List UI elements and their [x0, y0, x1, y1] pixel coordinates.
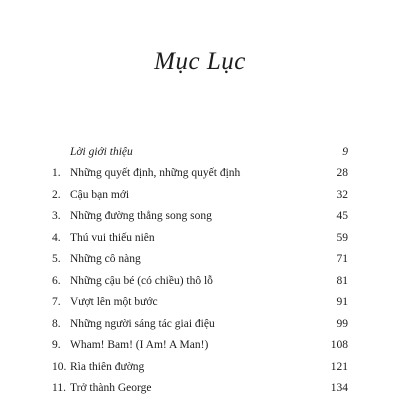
toc-row-label: Thú vui thiếu niên — [70, 232, 155, 244]
toc-row — [52, 315, 348, 333]
toc-row-page: 99 — [336, 318, 348, 330]
toc-row-label: Những cậu bé (có chiều) thô lỗ — [70, 275, 213, 287]
toc-row-label: Wham! Bam! (I Am! A Man!) — [70, 339, 209, 351]
toc-row — [52, 186, 348, 204]
toc-row — [52, 379, 348, 397]
toc-row-label: Trở thành George — [70, 382, 152, 394]
toc-row-page: 134 — [330, 382, 348, 394]
toc-row-number: 2. — [52, 189, 61, 201]
toc-intro-page: 9 — [342, 146, 348, 158]
toc-row-number: 4. — [52, 232, 61, 244]
toc-row-number: 11. — [52, 382, 66, 394]
toc-row-number: 9. — [52, 339, 61, 351]
toc-row — [52, 207, 348, 225]
toc-row-page: 32 — [336, 189, 348, 201]
toc-row — [52, 229, 348, 247]
toc-row-page: 121 — [330, 361, 348, 373]
toc-row-number: 8. — [52, 318, 61, 330]
toc-row-page: 59 — [336, 232, 348, 244]
toc-row-number: 3. — [52, 210, 61, 222]
toc-row — [52, 358, 348, 376]
toc-row-page: 45 — [336, 210, 348, 222]
page-title: Mục Lục — [154, 48, 246, 75]
toc-row-page: 28 — [336, 167, 348, 179]
toc-row-label: Cậu bạn mới — [70, 189, 130, 201]
toc-row-number: 6. — [52, 275, 61, 287]
toc-row-page: 108 — [330, 339, 348, 351]
toc-row-number: 7. — [52, 296, 61, 308]
toc-row-label: Những cô nàng — [70, 253, 141, 265]
toc-row-page: 71 — [336, 253, 348, 265]
toc-row-page: 81 — [336, 275, 348, 287]
toc-intro-label: Lời giới thiệu — [70, 146, 133, 158]
toc-row — [52, 336, 348, 354]
toc-row — [52, 164, 348, 182]
toc-row-number: 5. — [52, 253, 61, 265]
toc-row-label: Những đường thẳng song song — [70, 210, 212, 222]
toc-row — [52, 293, 348, 311]
toc-row-label: Những quyết định, những quyết định — [70, 167, 241, 179]
toc-row-page: 91 — [336, 296, 348, 308]
toc-row-label: Vượt lên một bước — [70, 296, 158, 308]
toc-row — [52, 250, 348, 268]
toc-row-label: Những người sáng tác giai điệu — [70, 318, 215, 330]
toc-row-number: 10. — [52, 361, 67, 373]
toc-row — [52, 272, 348, 290]
toc-row-number: 1. — [52, 167, 61, 179]
toc-row-label: Rìa thiên đường — [70, 361, 145, 373]
toc-intro-row — [52, 143, 348, 161]
